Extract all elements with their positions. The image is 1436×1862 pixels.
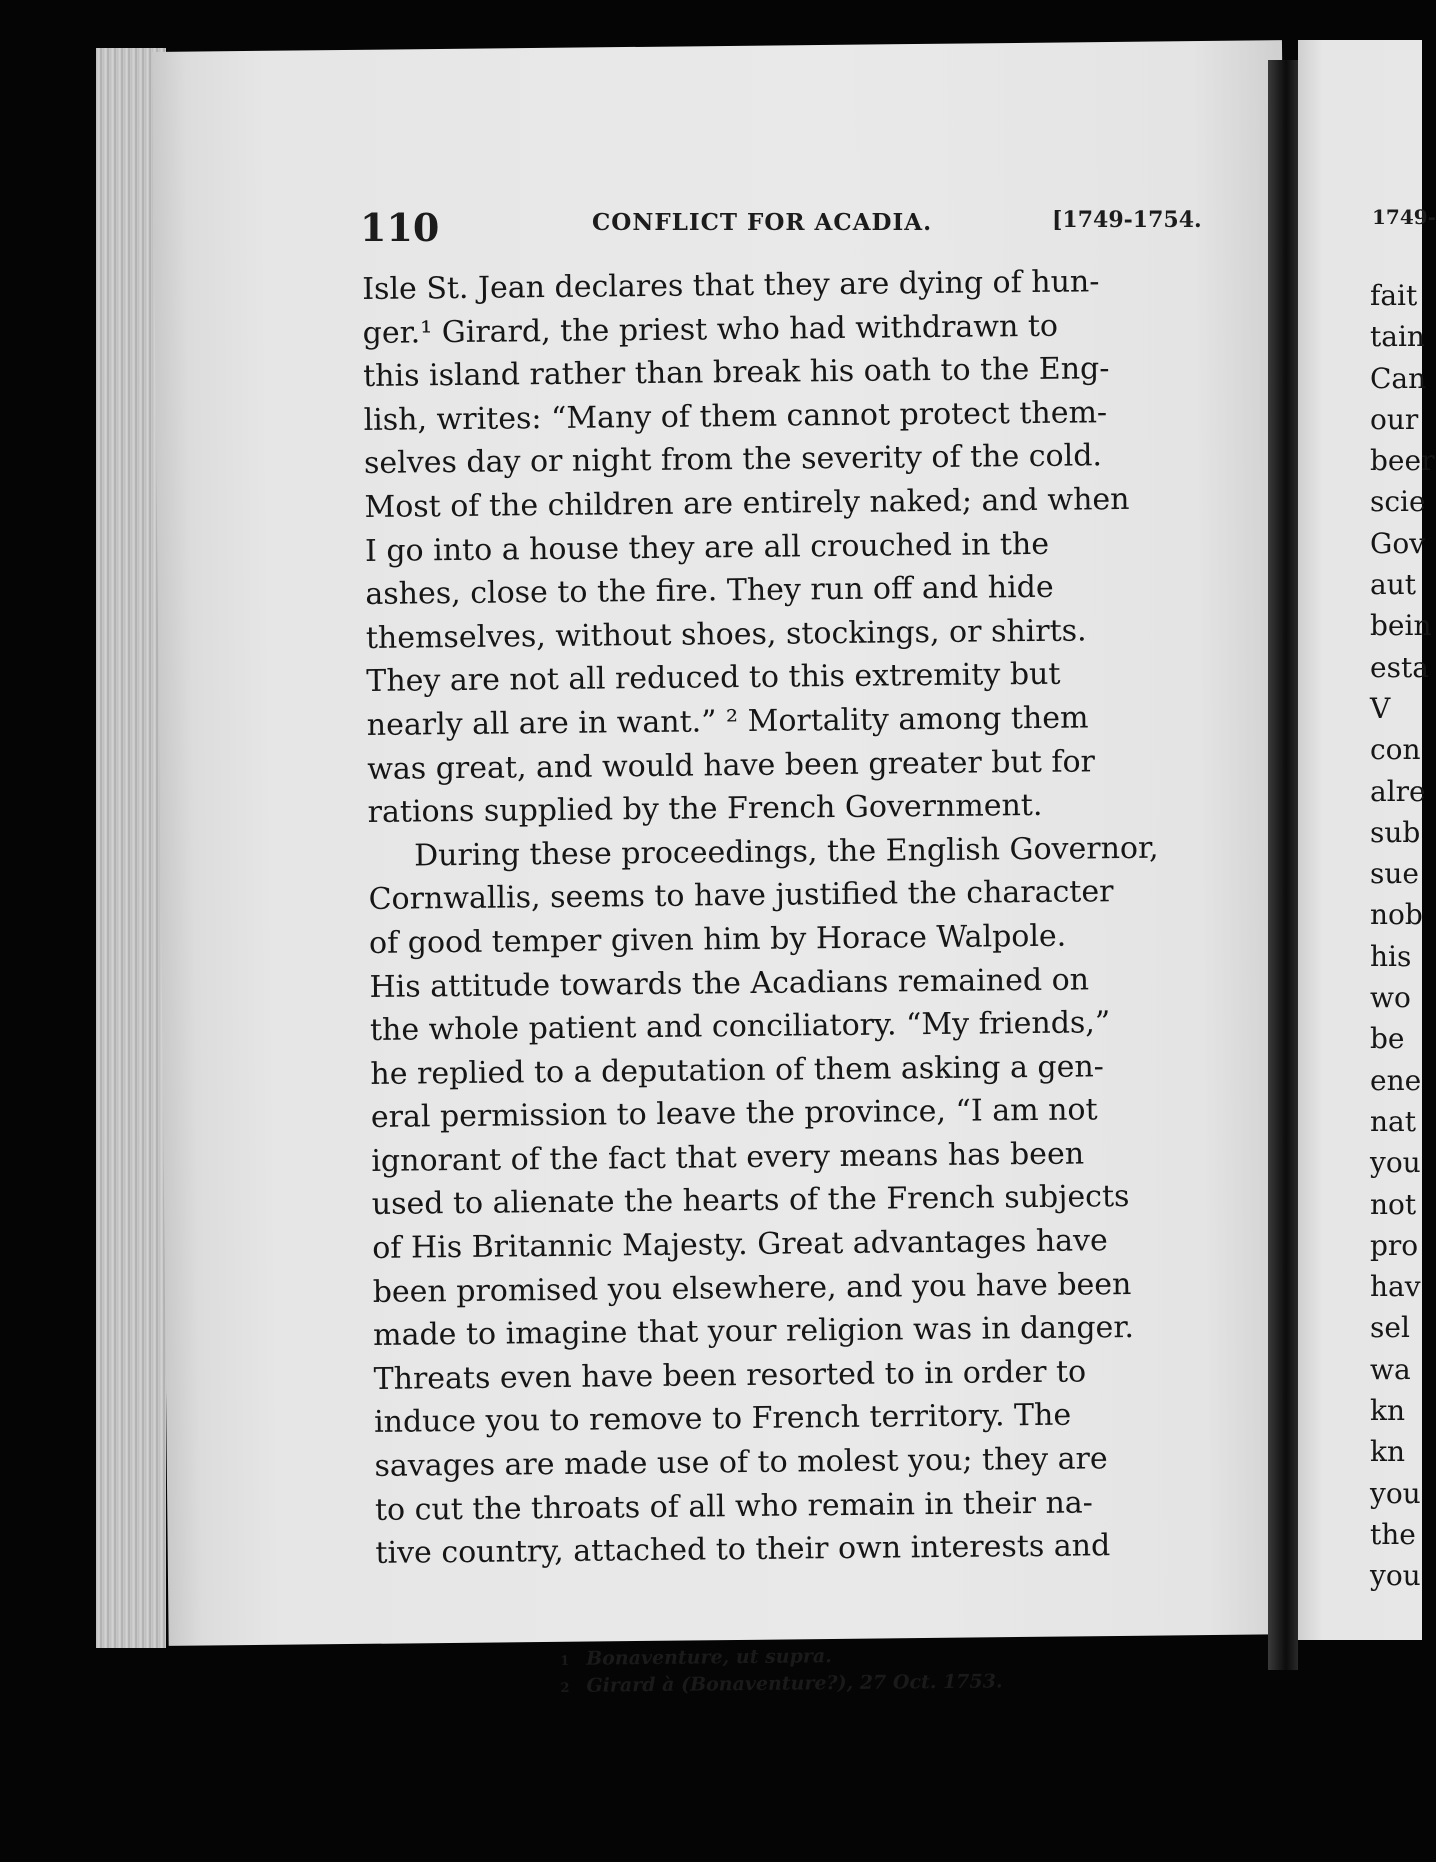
date-range: [1749-1754. bbox=[1052, 207, 1202, 233]
right-text-fragment: nat bbox=[1370, 1104, 1416, 1138]
right-text-fragment: sel bbox=[1370, 1311, 1410, 1345]
right-page-text bbox=[1370, 275, 1434, 1597]
right-text-fragment: his bbox=[1370, 939, 1412, 973]
right-page-header: 1749- bbox=[1372, 205, 1436, 229]
right-text-fragment: ene bbox=[1370, 1063, 1422, 1097]
text-line: Most of the children are entirely naked; and when bbox=[364, 481, 1130, 525]
text-line: made to imagine that your religion was in danger. bbox=[372, 1310, 1135, 1354]
right-text-fragment: sub bbox=[1370, 815, 1421, 849]
right-text-fragment: aut bbox=[1370, 568, 1416, 602]
text-line: used to alienate the hearts of the French subjects bbox=[371, 1179, 1130, 1223]
right-text-fragment: not bbox=[1370, 1187, 1417, 1221]
text-line: rations supplied by the French Government. bbox=[367, 788, 1043, 831]
text-line: They are not all reduced to this extremity but bbox=[366, 657, 1061, 700]
right-text-fragment: bein bbox=[1370, 609, 1432, 643]
text-line: Threats even have been resorted to in order to bbox=[373, 1354, 1087, 1397]
right-text-fragment: scie bbox=[1370, 485, 1426, 519]
text-line: of good temper given him by Horace Walpole. bbox=[368, 918, 1067, 961]
text-line: of His Britannic Majesty. Great advantages have bbox=[372, 1223, 1108, 1267]
right-text-fragment: Can bbox=[1370, 361, 1427, 395]
text-line: the whole patient and conciliatory. “My friends,” bbox=[369, 1005, 1111, 1049]
right-text-fragment: you bbox=[1370, 1476, 1421, 1510]
footnote-marker: 2 bbox=[560, 1680, 570, 1696]
text-line: I go into a house they are all crouched in the bbox=[364, 526, 1050, 569]
right-text-fragment: the bbox=[1370, 1517, 1416, 1551]
text-line: tive country, attached to their own interests and bbox=[375, 1528, 1111, 1572]
footnote-text: Girard à (Bonaventure?), 27 Oct. 1753. bbox=[586, 1670, 1003, 1697]
right-text-fragment: esta bbox=[1370, 650, 1429, 684]
right-text-fragment: sue bbox=[1370, 857, 1419, 891]
right-text-fragment: you bbox=[1370, 1146, 1421, 1180]
right-text-fragment: kn bbox=[1370, 1435, 1405, 1469]
text-line: nearly all are in want.” ² Mortality among them bbox=[366, 700, 1089, 743]
text-line: ignorant of the fact that every means has been bbox=[371, 1136, 1085, 1179]
right-text-fragment: con bbox=[1370, 733, 1421, 767]
text-line: His attitude towards the Acadians remained on bbox=[369, 961, 1090, 1005]
running-title: CONFLICT FOR ACADIA. bbox=[592, 209, 933, 236]
right-text-fragment: kn bbox=[1370, 1394, 1405, 1428]
right-text-fragment: wa bbox=[1370, 1352, 1411, 1386]
right-text-fragment: alre bbox=[1370, 774, 1426, 808]
text-line: this island rather than break his oath to the Eng- bbox=[362, 351, 1110, 395]
footnote-marker: 1 bbox=[560, 1653, 570, 1669]
footnote bbox=[560, 1668, 1002, 1700]
text-line: lish, writes: “Many of them cannot protect them- bbox=[363, 394, 1108, 438]
footnote-text: Bonaventure, ut supra. bbox=[586, 1645, 832, 1670]
right-text-fragment: beer bbox=[1370, 444, 1435, 478]
text-line: eral permission to leave the province, “I am not bbox=[370, 1092, 1098, 1136]
right-text-fragment: our bbox=[1370, 402, 1419, 436]
body-text bbox=[362, 259, 1206, 1575]
text-line: selves day or night from the severity of the cold. bbox=[363, 438, 1103, 482]
text-line: induce you to remove to French territory. The bbox=[373, 1398, 1072, 1441]
right-text-fragment: be bbox=[1370, 1022, 1405, 1056]
page-number: 110 bbox=[360, 205, 440, 250]
text-line: ger.¹ Girard, the priest who had withdrawn to bbox=[362, 308, 1059, 351]
footnotes bbox=[560, 1641, 1003, 1700]
text-line: themselves, without shoes, stockings, or shirts. bbox=[365, 613, 1087, 656]
text-line: was great, and would have been greater but for bbox=[367, 743, 1096, 787]
text-line: savages are made use of to molest you; they are bbox=[374, 1441, 1108, 1484]
text-line: been promised you elsewhere, and you have been bbox=[372, 1266, 1132, 1310]
right-text-fragment: tain bbox=[1370, 320, 1425, 354]
right-text-fragment: pro bbox=[1370, 1228, 1419, 1262]
right-text-fragment: you bbox=[1370, 1559, 1421, 1593]
right-text-fragment: wo bbox=[1370, 981, 1411, 1015]
text-line: Cornwallis, seems to have justified the character bbox=[368, 874, 1114, 918]
text-line: Isle St. Jean declares that they are dying of hun- bbox=[362, 264, 1100, 307]
right-text-fragment: hav bbox=[1370, 1270, 1421, 1304]
right-text-fragment: fait bbox=[1370, 279, 1418, 312]
paragraph-start-line: During these proceedings, the English Governor, bbox=[413, 830, 1159, 874]
right-text-fragment: Gov bbox=[1370, 526, 1426, 560]
text-line: he replied to a deputation of them asking a gen- bbox=[370, 1048, 1105, 1092]
right-text-fragment: nob bbox=[1370, 898, 1423, 932]
text-line: ashes, close to the fire. They run off and hide bbox=[365, 569, 1054, 613]
text-line: to cut the throats of all who remain in their na- bbox=[374, 1485, 1094, 1528]
right-text-fragment: V bbox=[1370, 691, 1391, 725]
book-gutter bbox=[1268, 60, 1298, 1670]
